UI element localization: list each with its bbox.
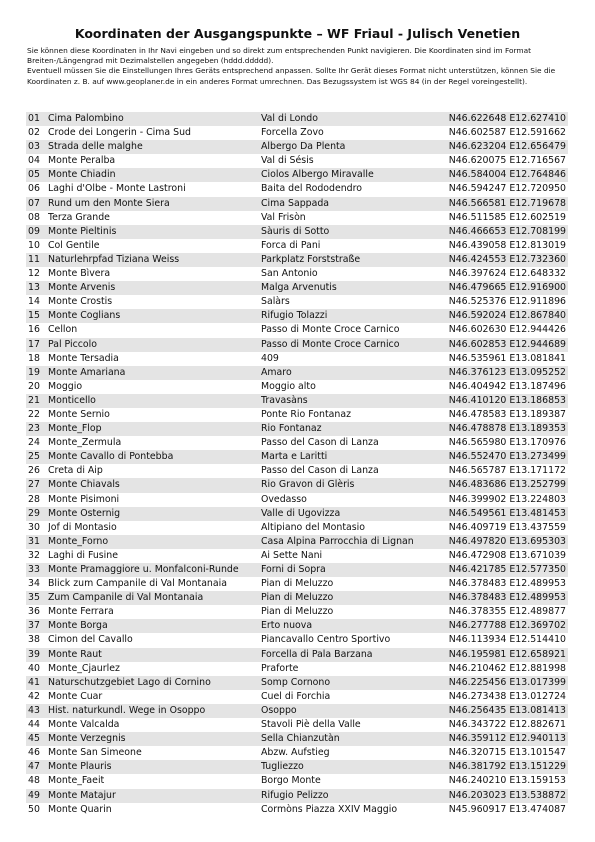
coordinates: N46.620075 E12.716567 [448,155,566,167]
coordinates: N46.359112 E12.940113 [448,733,566,745]
table-row [26,704,568,718]
destination-name: Monte Chiadin [48,169,116,181]
row-number: 13 [28,282,40,294]
row-number: 41 [28,676,40,688]
coordinates: N46.565980 E13.170976 [448,437,566,449]
destination-name: Terza Grande [48,211,110,223]
table-row [26,662,568,676]
table-row [26,394,568,408]
coordinates: N46.511585 E12.602519 [448,211,566,223]
row-number: 22 [28,408,40,420]
destination-name: Monte_Faeit [48,775,105,787]
destination-name: Cima Palombino [48,113,124,124]
row-number: 28 [28,493,40,505]
destination-name: Cimon del Cavallo [48,634,133,646]
coordinates: N46.195981 E12.658921 [448,648,566,660]
row-number: 09 [28,225,40,237]
starting-point: Passo del Cason di Lanza [261,437,379,449]
destination-name: Monte Bìvera [48,268,111,280]
table-row [26,648,568,662]
starting-point: Ai Sette Nani [261,549,323,561]
table-row [26,140,568,154]
destination-name: Monte Matajur [48,789,116,801]
table-row [26,281,568,295]
destination-name: Monte Cuar [48,690,103,702]
starting-point: Stavoli Piè della Valle [261,719,361,731]
coordinates: N46.622648 E12.627410 [448,113,566,124]
starting-point: Sàuris di Sotto [261,225,330,237]
starting-point: Val di Londo [261,113,318,124]
coordinates: N46.483686 E13.252799 [448,479,566,491]
table-row [26,323,568,337]
starting-point: Marta e Laritti [261,451,328,463]
destination-name: Jof di Montasio [48,521,117,533]
table-row [26,366,568,380]
coordinates: N46.404942 E13.187496 [448,380,566,392]
table-row [26,380,568,394]
coordinates: N46.584004 E12.764846 [448,169,566,181]
row-number: 14 [28,296,40,308]
starting-point: Rio Fontanaz [261,423,322,435]
starting-point: Pian di Meluzzo [261,578,334,590]
table-row [26,507,568,521]
starting-point: San Antonio [261,268,318,280]
row-number: 29 [28,507,40,519]
destination-name: Naturlehrpfad Tiziana Weiss [48,253,180,265]
table-row [26,535,568,549]
table-row [26,774,568,788]
starting-point: Val Frisòn [261,211,306,223]
row-number: 49 [28,789,40,801]
row-number: 21 [28,394,40,406]
table-row [26,309,568,323]
destination-name: Monte San Simeone [48,747,142,759]
row-number: 47 [28,761,40,773]
coordinates: N46.399902 E13.224803 [448,493,566,505]
starting-point: Valle di Ugovizza [261,507,341,519]
table-row [26,591,568,605]
starting-point: Abzw. Aufstieg [261,747,330,759]
coordinates: N46.381792 E13.151229 [448,761,566,773]
coordinates: N46.549561 E13.481453 [448,507,566,519]
row-number: 27 [28,479,40,491]
destination-name: Creta di Aip [48,465,103,477]
coordinates: N46.277788 E12.369702 [448,620,566,632]
row-number: 39 [28,648,40,660]
row-number: 44 [28,719,40,731]
destination-name: Zum Campanile di Val Montanaia [48,592,204,604]
table-row [26,154,568,168]
row-number: 17 [28,338,40,350]
starting-point: Erto nuova [261,620,313,632]
destination-name: Rund um den Monte Siera [48,197,170,209]
coordinates: N46.203023 E13.538872 [448,789,566,801]
starting-point: Somp Cornono [261,676,331,688]
starting-point: Baita del Rododendro [261,183,362,195]
coordinates: N46.273438 E13.012724 [448,690,566,702]
row-number: 36 [28,606,40,618]
starting-point: Salàrs [261,296,290,308]
table-row [26,690,568,704]
starting-point: Tugliezzo [261,761,304,773]
coordinates: N46.378355 E12.489877 [448,606,566,618]
destination-name: Monte Pisimoni [48,493,120,505]
table-row [26,633,568,647]
starting-point: Forcella di Pala Barzana [261,648,373,660]
destination-name: Monte_Cjaurlez [48,662,120,674]
coordinates: N46.592024 E12.867840 [448,310,566,322]
table-row [26,732,568,746]
starting-point: Osoppo [261,704,297,716]
starting-point: Borgo Monte [261,775,321,787]
starting-point: Travasàns [261,394,308,406]
destination-name: Col Gentile [48,239,100,251]
starting-point: Val di Sésis [261,155,314,167]
destination-name: Monte_Forno [48,535,109,547]
coordinates: N46.378483 E12.489953 [448,592,566,604]
starting-point: Pian di Meluzzo [261,592,334,604]
coordinates: N46.378483 E12.489953 [448,578,566,590]
starting-point: Cima Sappada [261,197,330,209]
starting-point: Rifugio Tolazzi [261,310,328,322]
coordinates: N46.421785 E12.577350 [448,564,566,575]
starting-point: Passo del Cason di Lanza [261,465,379,477]
starting-point: Altipiano del Montasio [261,521,365,533]
starting-point: Rio Gravon di Glèris [261,479,355,491]
table-row [26,126,568,140]
row-number: 37 [28,620,40,632]
coordinates: N46.240210 E13.159153 [448,775,566,787]
destination-name: Monte Pramaggiore u. Monfalconi-Runde [48,564,239,575]
coordinates: N46.535961 E13.081841 [448,352,566,364]
row-number: 12 [28,268,40,280]
row-number: 45 [28,733,40,745]
row-number: 10 [28,239,40,251]
coordinates-table [26,112,568,817]
coordinates: N46.320715 E13.101547 [448,747,566,759]
row-number: 06 [28,183,40,195]
destination-name: Monte Chiavals [48,479,120,491]
coordinates: N46.594247 E12.720950 [448,183,566,195]
starting-point: Cormòns Piazza XXIV Maggio [261,803,398,815]
destination-name: Strada delle malghe [48,141,143,153]
starting-point: Sella Chianzutàn [261,733,340,745]
destination-name: Monte Crostis [48,296,113,308]
coordinates: N46.439058 E12.813019 [448,239,566,251]
coordinates: N46.623204 E12.656479 [448,141,566,153]
table-row [26,239,568,253]
destination-name: Monte Cavallo di Pontebba [48,451,174,463]
starting-point: Piancavallo Centro Sportivo [261,634,391,646]
starting-point: Ovedasso [261,493,307,505]
table-row [26,436,568,450]
destination-name: Crode dei Longerin - Cima Sud [48,127,191,139]
coordinates: N46.497820 E13.695303 [448,535,566,547]
destination-name: Monte Raut [48,648,102,660]
coordinates: N46.409719 E13.437559 [448,521,566,533]
row-number: 08 [28,211,40,223]
coordinates: N46.225456 E13.017399 [448,676,566,688]
destination-name: Monte Verzegnis [48,733,126,745]
table-row [26,211,568,225]
destination-name: Monte_Flop [48,423,102,435]
starting-point: Albergo Da Plenta [261,141,346,153]
table-row [26,746,568,760]
destination-name: Monte Osternig [48,507,121,519]
coordinates: N46.410120 E13.186853 [448,394,566,406]
coordinates: N46.472908 E13.671039 [448,549,566,561]
row-number: 03 [28,141,40,153]
destination-name: Laghi d'Olbe - Monte Lastroni [48,183,186,195]
destination-name: Pal Piccolo [48,338,97,350]
destination-name: Monte Coglians [48,310,121,322]
row-number: 23 [28,423,40,435]
coordinates: N46.602587 E12.591662 [448,127,566,139]
coordinates: N46.343722 E12.882671 [448,719,566,731]
intro-text [27,46,572,87]
starting-point: Ponte Rio Fontanaz [261,408,352,420]
destination-name: Moggio [48,380,83,392]
table-row [26,253,568,267]
row-number: 07 [28,197,40,209]
destination-name: Monte Arvenis [48,282,116,294]
table-row [26,168,568,182]
coordinates: N46.525376 E12.911896 [448,296,566,308]
starting-point: Passo di Monte Croce Carnico [261,324,400,336]
destination-name: Monte Pieltinis [48,225,117,237]
table-row [26,493,568,507]
coordinates: N46.210462 E12.881998 [448,662,566,674]
starting-point: Praforte [261,662,299,674]
row-number: 48 [28,775,40,787]
starting-point: Rifugio Pelizzo [261,789,329,801]
row-number: 01 [28,113,40,124]
table-row [26,450,568,464]
destination-name: Monte Valcalda [48,719,120,731]
starting-point: Malga Arvenutis [261,282,337,294]
starting-point: Moggio alto [261,380,316,392]
starting-point: Amaro [261,366,292,378]
destination-name: Monte Peralba [48,155,116,167]
coordinates: N46.479665 E12.916900 [448,282,566,294]
starting-point: Parkplatz Forststraße [261,253,361,265]
destination-name: Naturschutzgebiet Lago di Cornino [48,676,211,688]
destination-name: Cellon [48,324,78,336]
row-number: 19 [28,366,40,378]
destination-name: Monte Tersadia [48,352,119,364]
table-row [26,225,568,239]
row-number: 32 [28,549,40,561]
table-row [26,563,568,577]
coordinates: N46.256435 E13.081413 [448,704,566,716]
starting-point: Forni di Sopra [261,564,326,575]
destination-name: Monte Borga [48,620,108,632]
starting-point: Cuel di Forchia [261,690,331,702]
destination-name: Hist. naturkundl. Wege in Osoppo [48,704,206,716]
starting-point: Passo di Monte Croce Carnico [261,338,400,350]
coordinates: N46.466653 E12.708199 [448,225,566,237]
row-number: 34 [28,578,40,590]
row-number: 24 [28,437,40,449]
starting-point: Casa Alpina Parrocchia di Lignan [261,535,414,547]
row-number: 15 [28,310,40,322]
table-row [26,464,568,478]
table-row [26,718,568,732]
row-number: 04 [28,155,40,167]
row-number: 35 [28,592,40,604]
table-row [26,803,568,817]
coordinates: N46.602853 E12.944689 [448,338,566,350]
starting-point: 409 [261,352,279,364]
table-row [26,182,568,196]
row-number: 40 [28,662,40,674]
row-number: 50 [28,803,40,815]
table-row [26,112,568,126]
table-row [26,197,568,211]
row-number: 18 [28,352,40,364]
destination-name: Monte Plauris [48,761,112,773]
row-number: 16 [28,324,40,336]
row-number: 02 [28,127,40,139]
table-row [26,422,568,436]
row-number: 38 [28,634,40,646]
row-number: 42 [28,690,40,702]
table-row [26,619,568,633]
table-row [26,338,568,352]
row-number: 20 [28,380,40,392]
table-row [26,295,568,309]
destination-name: Monte Amariana [48,366,126,378]
destination-name: Monte Quarin [48,803,112,815]
table-row [26,352,568,366]
table-row [26,577,568,591]
table-row [26,760,568,774]
coordinates: N46.552470 E13.273499 [448,451,566,463]
row-number: 25 [28,451,40,463]
destination-name: Monte Ferrara [48,606,114,618]
coordinates: N46.565787 E13.171172 [448,465,566,477]
table-row [26,549,568,563]
table-row [26,267,568,281]
row-number: 30 [28,521,40,533]
table-row [26,605,568,619]
row-number: 31 [28,535,40,547]
row-number: 43 [28,704,40,716]
coordinates: N46.478583 E13.189387 [448,408,566,420]
intro-paragraph-2: Eventuell müssen Sie die Einstellungen Ihres Geräts entsprechend anpassen. Sollte Ihr Gerät dieses Format nicht unterstützen, können Sie die Koordinaten z. B. auf www.geoplaner.de in ein anderes Format umrechnen. Das Bezugssystem ist WGS 84 (in der Regel voreingestellt). [27,66,556,86]
table-row [26,478,568,492]
row-number: 26 [28,465,40,477]
starting-point: Pian di Meluzzo [261,606,334,618]
coordinates: N46.424553 E12.732360 [448,253,566,265]
row-number: 05 [28,169,40,181]
destination-name: Blick zum Campanile di Val Montanaia [48,578,227,590]
intro-paragraph-1: Sie können diese Koordinaten in Ihr Navi eingeben und so direkt zum entsprechenden Punkt navigieren. Die Koordinaten sind im Format Breiten-/Längengrad mit Dezimalstellen angegeben (hddd.ddddd). [27,46,532,66]
destination-name: Monticello [48,394,96,406]
destination-name: Monte Sernio [48,408,110,420]
row-number: 46 [28,747,40,759]
coordinates: N46.602630 E12.944426 [448,324,566,336]
table-row [26,676,568,690]
starting-point: Forca di Pani [261,239,321,251]
coordinates: N46.566581 E12.719678 [448,197,566,209]
coordinates: N46.397624 E12.648332 [448,268,566,280]
destination-name: Laghi di Fusine [48,549,119,561]
coordinates: N45.960917 E13.474087 [448,803,566,815]
table-row [26,789,568,803]
starting-point: Forcella Zovo [261,127,324,139]
row-number: 33 [28,564,40,575]
document-title: Koordinaten der Ausgangspunkte – WF Friaul - Julisch Venetien [74,26,521,41]
row-number: 11 [28,253,40,265]
starting-point: Ciolos Albergo Miravalle [261,169,374,181]
coordinates: N46.478878 E13.189353 [448,423,566,435]
table-row [26,521,568,535]
coordinates: N46.113934 E12.514410 [448,634,566,646]
table-row [26,408,568,422]
coordinates: N46.376123 E13.095252 [448,366,566,378]
destination-name: Monte_Zermula [48,437,122,449]
